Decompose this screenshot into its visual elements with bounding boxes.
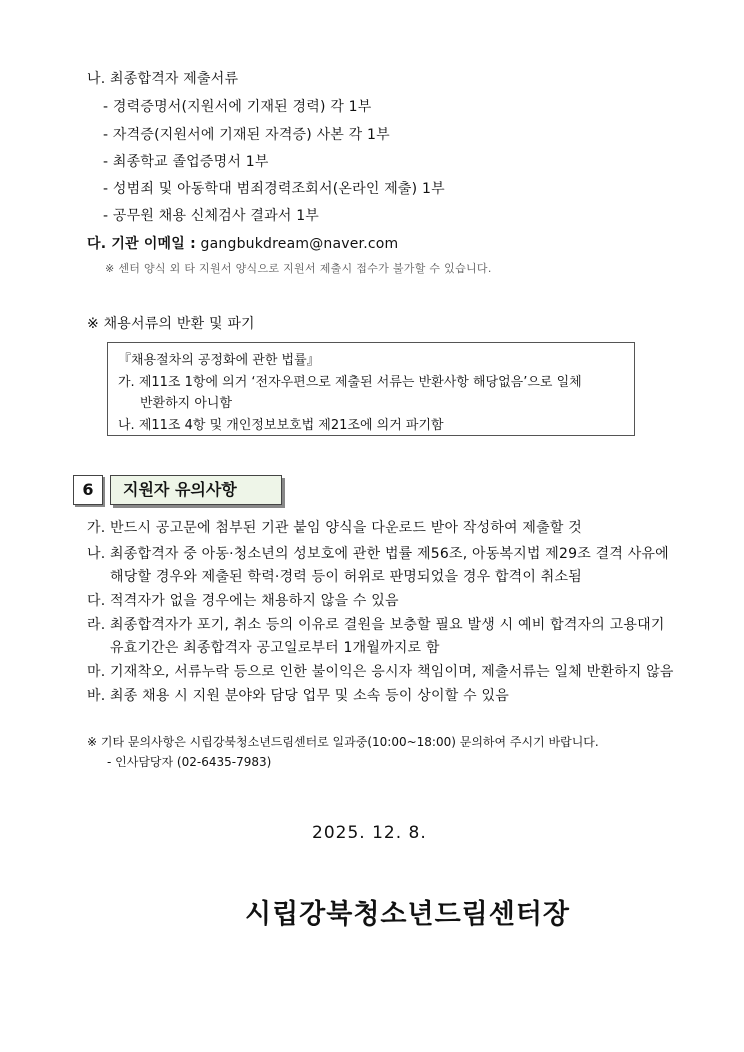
return-notice-heading: ※ 채용서류의 반환 및 파기 [87, 316, 255, 332]
submission-doc-item: - 공무원 채용 신체검사 결과서 1부 [103, 208, 320, 224]
contact-info: ※ 기타 문의사항은 시립강북청소년드림센터로 일과중(10:00~18:00) 문의하여 주시기 바랍니다. [87, 735, 599, 749]
notice-item: 마. 기재착오, 서류누락 등으로 인한 불이익은 응시자 책임이며, 제출서류는 일체 반환하지 않음 [87, 664, 674, 680]
section-number: 6 [73, 475, 103, 505]
notice-item: 가. 반드시 공고문에 첨부된 기관 붙임 양식을 다운로드 받아 작성하여 제출할 것 [87, 520, 582, 536]
law-clause: 나. 제11조 4항 및 개인정보보호법 제21조에 의거 파기함 [118, 418, 444, 433]
signature-title: 시립강북청소년드림센터장 [245, 899, 570, 930]
legal-notice-box [107, 342, 635, 436]
notice-item: 나. 최종합격자 중 아동·청소년의 성보호에 관한 법률 제56조, 아동복지법 제29조 결격 사유에 [87, 546, 669, 562]
notice-item: 바. 최종 채용 시 지원 분야와 담당 업무 및 소속 등이 상이할 수 있음 [87, 688, 509, 704]
law-clause: 가. 제11조 1항에 의거 ‘전자우편으로 제출된 서류는 반환사항 해당없음’으로 일체 [118, 375, 582, 390]
document-date: 2025. 12. 8. [312, 823, 427, 843]
law-clause-continued: 반환하지 아니함 [140, 396, 233, 411]
email-address: gangbukdream@naver.com [200, 236, 399, 252]
notice-item: 다. 적격자가 없을 경우에는 채용하지 않을 수 있음 [87, 593, 399, 609]
notice-item: 라. 최종합격자가 포기, 취소 등의 이유로 결원을 보충할 필요 발생 시 예비 합격자의 고용대기 [87, 617, 665, 633]
institution-email-row [87, 233, 398, 253]
submission-doc-item: - 자격증(지원서에 기재된 자격증) 사본 각 1부 [103, 127, 390, 143]
section-title: 지원자 유의사항 [110, 475, 282, 505]
notice-item-continued: 해당할 경우와 제출된 학력·경력 등이 허위로 판명되었을 경우 합격이 취소됨 [110, 569, 582, 585]
form-warning-note: ※ 센터 양식 외 타 지원서 양식으로 지원서 제출시 접수가 불가할 수 있습니다. [105, 262, 492, 275]
email-label: 다. 기관 이메일 : [87, 236, 196, 252]
submission-doc-item: - 최종학교 졸업증명서 1부 [103, 154, 269, 170]
submission-doc-item: - 경력증명서(지원서에 기재된 경력) 각 1부 [103, 99, 372, 115]
submission-doc-item: - 성범죄 및 아동학대 범죄경력조회서(온라인 제출) 1부 [103, 181, 445, 197]
notice-item-continued: 유효기간은 최종합격자 공고일로부터 1개월까지로 함 [110, 640, 440, 656]
hr-contact: - 인사담당자 (02-6435-7983) [107, 755, 272, 769]
law-title: 『채용절차의 공정화에 관한 법률』 [118, 353, 320, 368]
submission-docs-heading: 나. 최종합격자 제출서류 [87, 71, 239, 87]
